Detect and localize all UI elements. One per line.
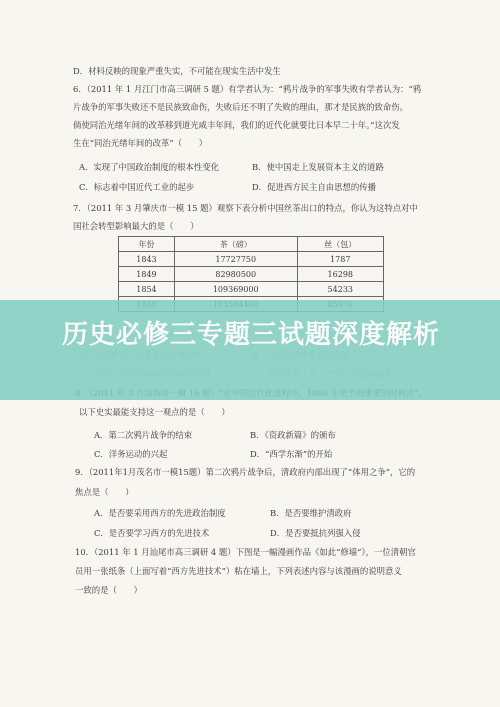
q8-stem-line-2: 以下史实最能支持这一观点的是（ ） <box>79 407 230 417</box>
table-cell: 1843 <box>119 252 175 267</box>
table-row <box>119 252 384 267</box>
table-cell: 17727750 <box>174 252 297 267</box>
q7-stem-line-2: 国社会转型影响最大的是（ ） <box>73 221 199 231</box>
q8-option-a: A．第二次鸦片战争的结束 <box>94 430 193 440</box>
q9-stem-line-1: 9．（2011年1月茂名市一模15题）第二次鸦片战争后，清政府内部出现了“体用之争”，它的 <box>75 467 416 477</box>
q9-option-d: D．是否要抵抗列强入侵 <box>270 528 361 538</box>
table-cell: 1849 <box>119 267 175 282</box>
table-cell: 54233 <box>297 282 383 297</box>
q8-option-b: B．《资政新篇》的颁布 <box>250 430 336 440</box>
q10-stem-line-2: 员用一张纸条（上面写着“西方先进技术”）粘在墙上，下列表述内容与该漫画的说明意义 <box>75 566 402 576</box>
q9-option-a: A．是否要采用西方的先进政治制度 <box>94 508 226 518</box>
q6-option-a: A．实现了中国政治制度的根本性变化 <box>79 162 220 172</box>
table-cell: 1854 <box>119 282 175 297</box>
banner-title: 历史必修三专题三试题深度解析 <box>62 320 441 350</box>
table-cell: 109369000 <box>174 282 297 297</box>
q9-option-c: C．是否要学习西方的先进技术 <box>94 528 210 538</box>
table-cell: 1787 <box>297 252 383 267</box>
table-cell: 16298 <box>297 267 383 282</box>
q6-stem-line-1: 6．（2011 年 1 月江门市高三调研 5 题）有学者认为：“鸦片战争的军事失败有学者认为：“鸦 <box>73 84 422 94</box>
q6-stem-line-4: 生在“同治光绪年间的改革”（ ） <box>73 138 208 148</box>
q6-stem-line-3: 倘使同治光绪年间的改革移到道光咸丰年间，我们的近代化就要比日本早二十年。”这次发 <box>73 120 400 130</box>
q10-stem-line-1: 10．（2011 年 1 月汕尾市高三调研 4 题）下图是一幅漫画作品《如此“修墙”》，一位清朝官 <box>75 547 416 557</box>
q5-option-d: D．材料反映的现象严重失实，不可能在现实生活中发生 <box>73 66 281 76</box>
q10-stem-line-3: 一致的是（ ） <box>75 585 142 595</box>
q9-stem-line-2: 焦点是（ ） <box>75 487 134 497</box>
table-row <box>119 282 384 297</box>
q8-option-d: D．“西学东渐”的开始 <box>250 449 333 459</box>
q6-stem-line-2: 片战争的军事失败还不是民族致命伤，失败后还不明了失败的理由，那才是民族的致命伤。 <box>73 102 408 112</box>
table-header: 茶（磅） <box>174 237 297 252</box>
table-row <box>119 267 384 282</box>
q6-option-b: B．使中国走上发展资本主义的道路 <box>252 162 384 172</box>
q8-option-c: C．洋务运动的兴起 <box>94 449 168 459</box>
table-cell: 82980500 <box>174 267 297 282</box>
q9-option-b: B．是否要维护清政府 <box>270 508 352 518</box>
table-header: 年份 <box>119 237 175 252</box>
q7-stem-line-1: 7．（2011 年 3 月肇庆市一模 15 题）观察下表分析中国丝茶出口的特点，你认为这特点对中 <box>73 203 418 213</box>
table-header: 丝（包） <box>297 237 383 252</box>
q6-option-c: C．标志着中国近代工业的起步 <box>79 182 195 192</box>
q6-option-d: D．促进西方民主自由思想的传播 <box>252 182 376 192</box>
table-header-row <box>119 237 384 252</box>
